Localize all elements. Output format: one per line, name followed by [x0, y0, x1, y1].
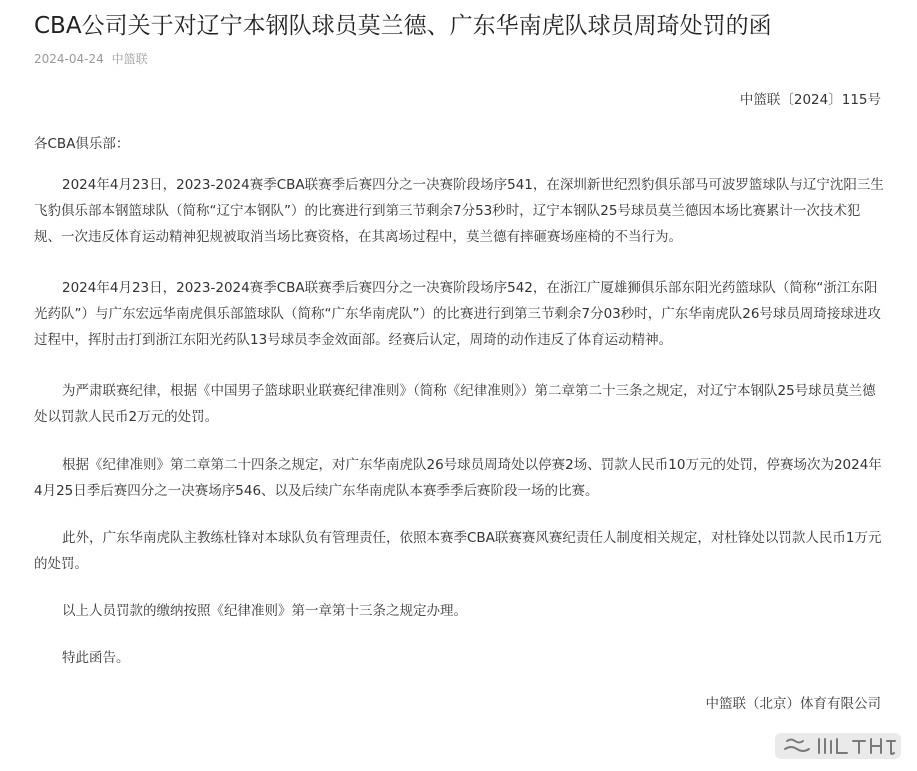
paragraph-6: 以上人员罚款的缴纳按照《纪律准则》第一章第十三条之规定办理。	[62, 603, 467, 619]
paragraph-1: 2024年4月23日，2023-2024赛季CBA联赛季后赛四分之一决赛阶段场序541，在深圳新世纪烈豹俱乐部马可波罗篮球队与辽宁沈阳三生飞豹俱乐部本钢篮球队（简称“辽宁本钢队”）的比赛进行到第三节剩余7分53秒时，辽宁本钢队25号球员莫兰德因本场比赛累计一次技术犯规、一次违反体育运动精神犯规被取消当场比赛资格，在其离场过程中，莫兰德有摔砸赛场座椅的不当行为。	[34, 177, 884, 245]
article-title: CBA公司关于对辽宁本钢队球员莫兰德、广东华南虎队球员周琦处罚的函	[34, 13, 772, 39]
document-number: 中篮联〔2024〕115号	[739, 92, 881, 108]
paragraph-7: 特此函告。	[62, 650, 130, 666]
issuer-signature: 中篮联（北京）体育有限公司	[705, 696, 881, 712]
article-meta	[34, 50, 152, 67]
salutation: 各CBA俱乐部：	[34, 136, 130, 152]
paragraph-2: 2024年4月23日，2023-2024赛季CBA联赛季后赛四分之一决赛阶段场序542，在浙江广厦雄狮俱乐部东阳光药篮球队（简称“浙江东阳光药队”）与广东宏远华南虎俱乐部篮球队（简称“广东华南虎队”）的比赛进行到第三节剩余7分03秒时，广东华南虎队26号球员周琦接球进攻过程中，挥肘击打到浙江东阳光药队13号球员李金效面部。经赛后认定，周琦的动作违反了体育运动精神。	[34, 280, 881, 348]
publish-date: 2024-04-24	[34, 52, 104, 66]
weibo-watermark-logo	[773, 729, 903, 763]
paragraph-5: 此外，广东华南虎队主教练杜锋对本球队负有管理责任，依照本赛季CBA联赛赛风赛纪责任人制度相关规定，对杜锋处以罚款人民币1万元的处罚。	[34, 530, 882, 572]
article-source: 中篮联	[111, 52, 148, 66]
paragraph-3: 为严肃联赛纪律，根据《中国男子篮球职业联赛纪律准则》（简称《纪律准则》）第二章第二十三条之规定，对辽宁本钢队25号球员莫兰德处以罚款人民币2万元的处罚。	[34, 383, 876, 425]
paragraph-4: 根据《纪律准则》第二章第二十四条之规定，对广东华南虎队26号球员周琦处以停赛2场、罚款人民币10万元的处罚，停赛场次为2024年4月25日季后赛四分之一决赛场序546、以及后续广东华南虎队本赛季季后赛阶段一场的比赛。	[34, 457, 882, 499]
